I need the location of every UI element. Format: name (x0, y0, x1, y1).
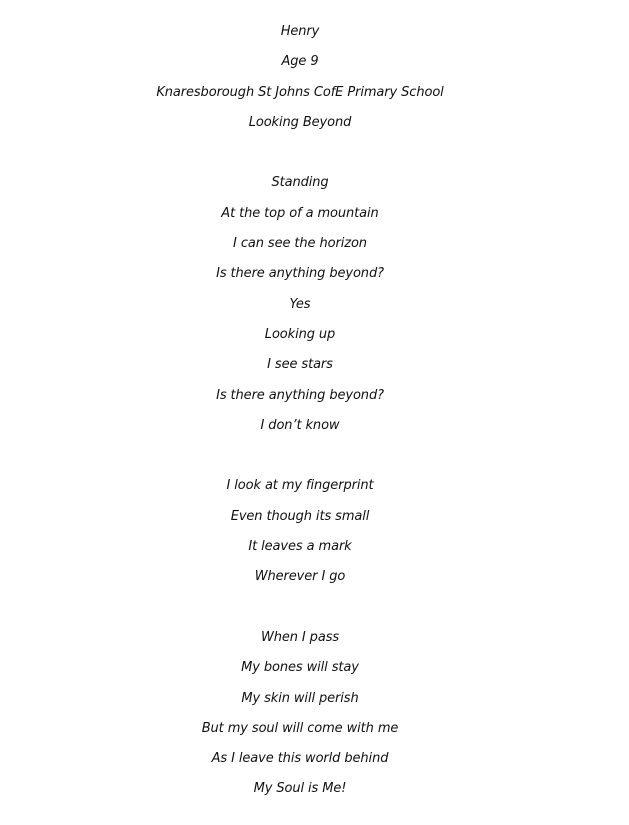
author-age: Age 9 (281, 54, 319, 70)
poem-line: I look at my fingerprint (226, 478, 374, 494)
poem-line: I don’t know (260, 417, 340, 433)
stanza-1 (0, 175, 600, 448)
stanza-break (0, 448, 600, 478)
poem-line: As I leave this world behind (211, 751, 389, 767)
poem-line: My skin will perish (241, 690, 359, 706)
school-name: Knaresborough St Johns CofE Primary School (156, 84, 444, 100)
stanza-2 (0, 478, 600, 599)
poem-line: Even though its small (230, 508, 370, 524)
poem-line: When I pass (260, 629, 340, 645)
stanza-break (0, 600, 600, 630)
poem-line: Wherever I go (254, 569, 346, 585)
author-name: Henry (280, 24, 320, 39)
stanza-break (0, 145, 600, 175)
poem-line: It leaves a mark (248, 539, 352, 555)
poem-line: Is there anything beyond? (216, 266, 384, 282)
poem-line: I see stars (267, 357, 333, 373)
poem-line: Yes (289, 296, 311, 312)
poem-line: Is there anything beyond? (216, 387, 384, 403)
poem-title: Looking Beyond (248, 114, 352, 130)
poem-line: At the top of a mountain (221, 205, 379, 221)
poem-line: My Soul is Me! (253, 781, 347, 797)
poem-line: Standing (271, 175, 329, 191)
poem-document (0, 24, 600, 812)
poem-line: But my soul will come with me (201, 720, 399, 736)
stanza-3 (0, 630, 600, 812)
poem-line: I can see the horizon (233, 236, 367, 252)
poem-line: My bones will stay (241, 660, 359, 676)
poem-line: Looking up (264, 326, 336, 342)
